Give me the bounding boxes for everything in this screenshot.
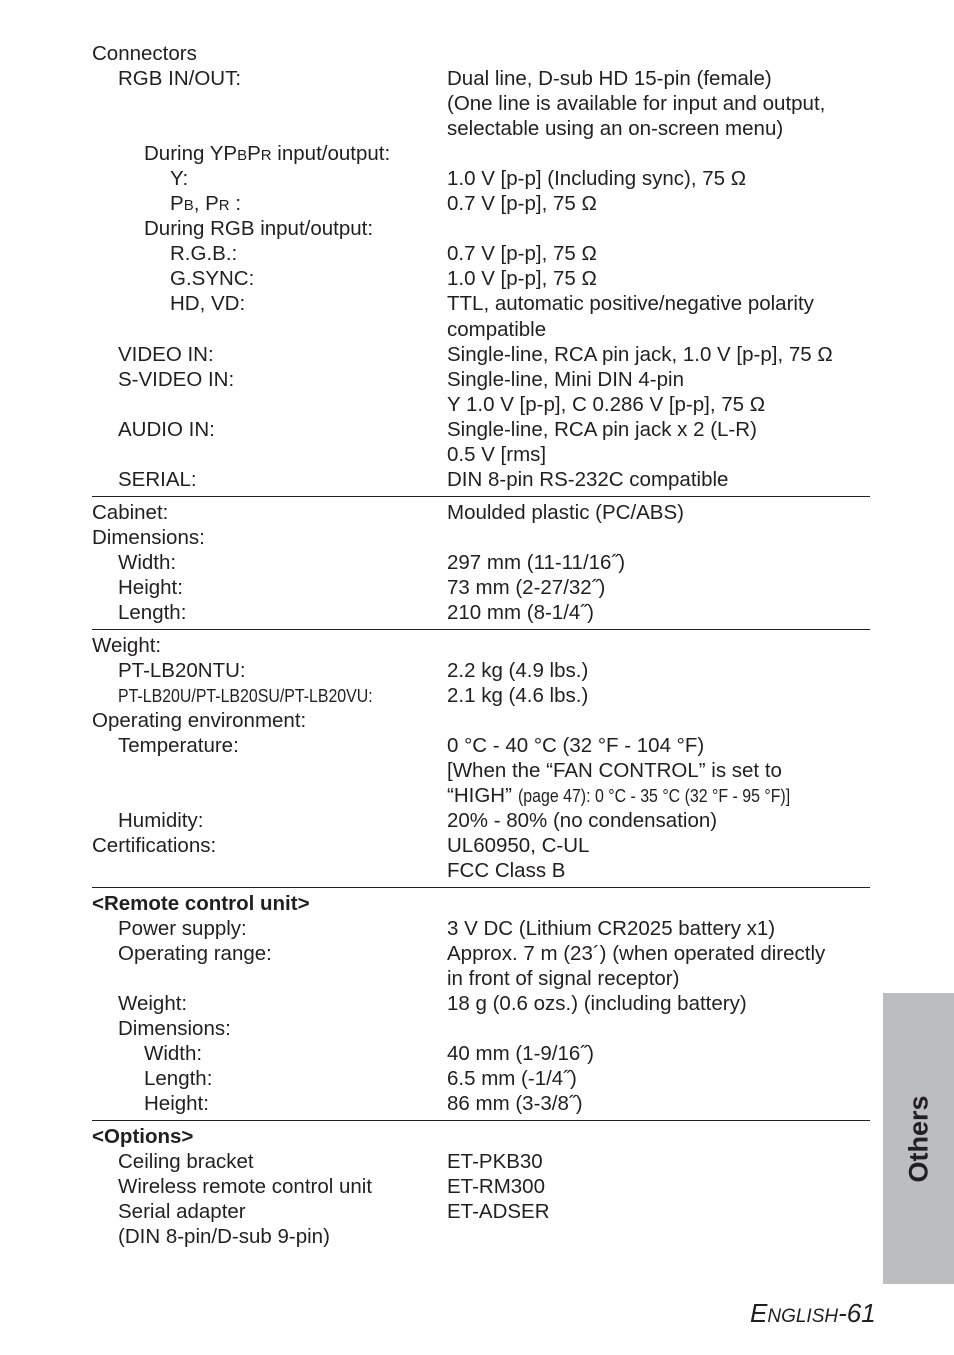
options-heading: <Options> [92, 1125, 194, 1148]
weight-label: Weight: [92, 634, 162, 657]
rgbio-heading: During RGB input/output: [144, 217, 374, 240]
height-value: 73 mm (2-27/32˝) [447, 576, 606, 599]
section-divider [92, 629, 870, 630]
temperature-value: 0 °C - 40 °C (32 °F - 104 °F) [447, 734, 705, 757]
option-value: ET-PKB30 [447, 1150, 543, 1173]
connectors-heading: Connectors [92, 42, 197, 65]
y-value: 1.0 V [p-p] (Including sync), 75 Ω [447, 167, 747, 190]
rgb-signal-value: 0.7 V [p-p], 75 Ω [447, 242, 597, 265]
video-value: Single-line, RCA pin jack, 1.0 V [p-p], 75 Ω [447, 343, 833, 366]
page-number: ENGLISH-61 [750, 1298, 876, 1328]
height-label: Height: [118, 576, 183, 599]
certifications-label: Certifications: [92, 834, 217, 857]
serial-label: SERIAL: [118, 468, 197, 491]
width-value: 297 mm (11-11/16˝) [447, 551, 626, 574]
remote-dimensions-label: Dimensions: [118, 1017, 231, 1040]
temperature-note-1: [When the “FAN CONTROL” is set to [447, 759, 782, 782]
hdvd-label: HD, VD: [170, 292, 246, 315]
remote-weight-label: Weight: [118, 992, 188, 1015]
models-label: PT-LB20U/PT-LB20SU/PT-LB20VU: [118, 685, 373, 706]
remote-range-label: Operating range: [118, 942, 272, 965]
remote-power-label: Power supply: [118, 917, 247, 940]
rgb-value-3: selectable using an on-screen menu) [447, 117, 784, 140]
gsync-value: 1.0 V [p-p], 75 Ω [447, 267, 597, 290]
ntu-label: PT-LB20NTU: [118, 659, 246, 682]
section-divider [92, 1120, 870, 1121]
option-value: ET-ADSER [447, 1200, 550, 1223]
remote-height-value: 86 mm (3-3/8˝) [447, 1092, 583, 1115]
environment-label: Operating environment: [92, 709, 307, 732]
rgb-value-2: (One line is available for input and output, [447, 92, 826, 115]
humidity-value: 20% - 80% (no condensation) [447, 809, 718, 832]
hdvd-value-2: compatible [447, 318, 547, 341]
rgb-signal-label: R.G.B.: [170, 242, 238, 265]
option-value: ET-RM300 [447, 1175, 545, 1198]
humidity-label: Humidity: [118, 809, 204, 832]
remote-heading: <Remote control unit> [92, 892, 310, 915]
remote-range-value-1: Approx. 7 m (23´) (when operated directly [447, 942, 826, 965]
remote-power-value: 3 V DC (Lithium CR2025 battery x1) [447, 917, 776, 940]
remote-length-label: Length: [144, 1067, 213, 1090]
audio-value-1: Single-line, RCA pin jack x 2 (L-R) [447, 418, 757, 441]
gsync-label: G.SYNC: [170, 267, 255, 290]
length-label: Length: [118, 601, 187, 624]
option-label: Ceiling bracket [118, 1150, 254, 1173]
serial-value: DIN 8-pin RS-232C compatible [447, 468, 729, 491]
remote-range-value-2: in front of signal receptor) [447, 967, 680, 990]
y-label: Y: [170, 167, 189, 190]
cabinet-label: Cabinet: [92, 501, 169, 524]
audio-label: AUDIO IN: [118, 418, 215, 441]
models-value: 2.1 kg (4.6 lbs.) [447, 684, 589, 707]
cabinet-value: Moulded plastic (PC/ABS) [447, 501, 684, 524]
length-value: 210 mm (8-1/4˝) [447, 601, 594, 624]
remote-width-value: 40 mm (1-9/16˝) [447, 1042, 594, 1065]
remote-length-value: 6.5 mm (-1/4˝) [447, 1067, 577, 1090]
others-side-tab [883, 993, 954, 1284]
certifications-value-1: UL60950, C-UL [447, 834, 590, 857]
video-label: VIDEO IN: [118, 343, 214, 366]
svideo-label: S-VIDEO IN: [118, 368, 235, 391]
rgb-value-1: Dual line, D-sub HD 15-pin (female) [447, 67, 772, 90]
dimensions-label: Dimensions: [92, 526, 205, 549]
certifications-value-2: FCC Class B [447, 859, 566, 882]
temperature-label: Temperature: [118, 734, 239, 757]
svideo-value-2: Y 1.0 V [p-p], C 0.286 V [p-p], 75 Ω [447, 393, 766, 416]
side-tab-label: Others [903, 1094, 933, 1183]
ntu-value: 2.2 kg (4.9 lbs.) [447, 659, 589, 682]
ypbpr-heading: During YPBPR input/output: [144, 142, 391, 165]
remote-weight-value: 18 g (0.6 ozs.) (including battery) [447, 992, 747, 1015]
svideo-value-1: Single-line, Mini DIN 4-pin [447, 368, 684, 391]
pbpr-value: 0.7 V [p-p], 75 Ω [447, 192, 597, 215]
serial-adapter-note: (DIN 8-pin/D-sub 9-pin) [118, 1225, 330, 1248]
option-label: Serial adapter [118, 1200, 246, 1223]
section-divider [92, 887, 870, 888]
temperature-note-2: “HIGH” (page 47): 0 °C - 35 °C (32 °F - 95 °F)] [447, 784, 790, 807]
remote-width-label: Width: [144, 1042, 203, 1065]
width-label: Width: [118, 551, 177, 574]
pbpr-label: PB, PR : [170, 192, 242, 215]
hdvd-value-1: TTL, automatic positive/negative polarity [447, 292, 814, 315]
option-label: Wireless remote control unit [118, 1175, 373, 1198]
remote-height-label: Height: [144, 1092, 209, 1115]
audio-value-2: 0.5 V [rms] [447, 443, 547, 466]
section-divider [92, 496, 870, 497]
rgb-label: RGB IN/OUT: [118, 67, 242, 90]
